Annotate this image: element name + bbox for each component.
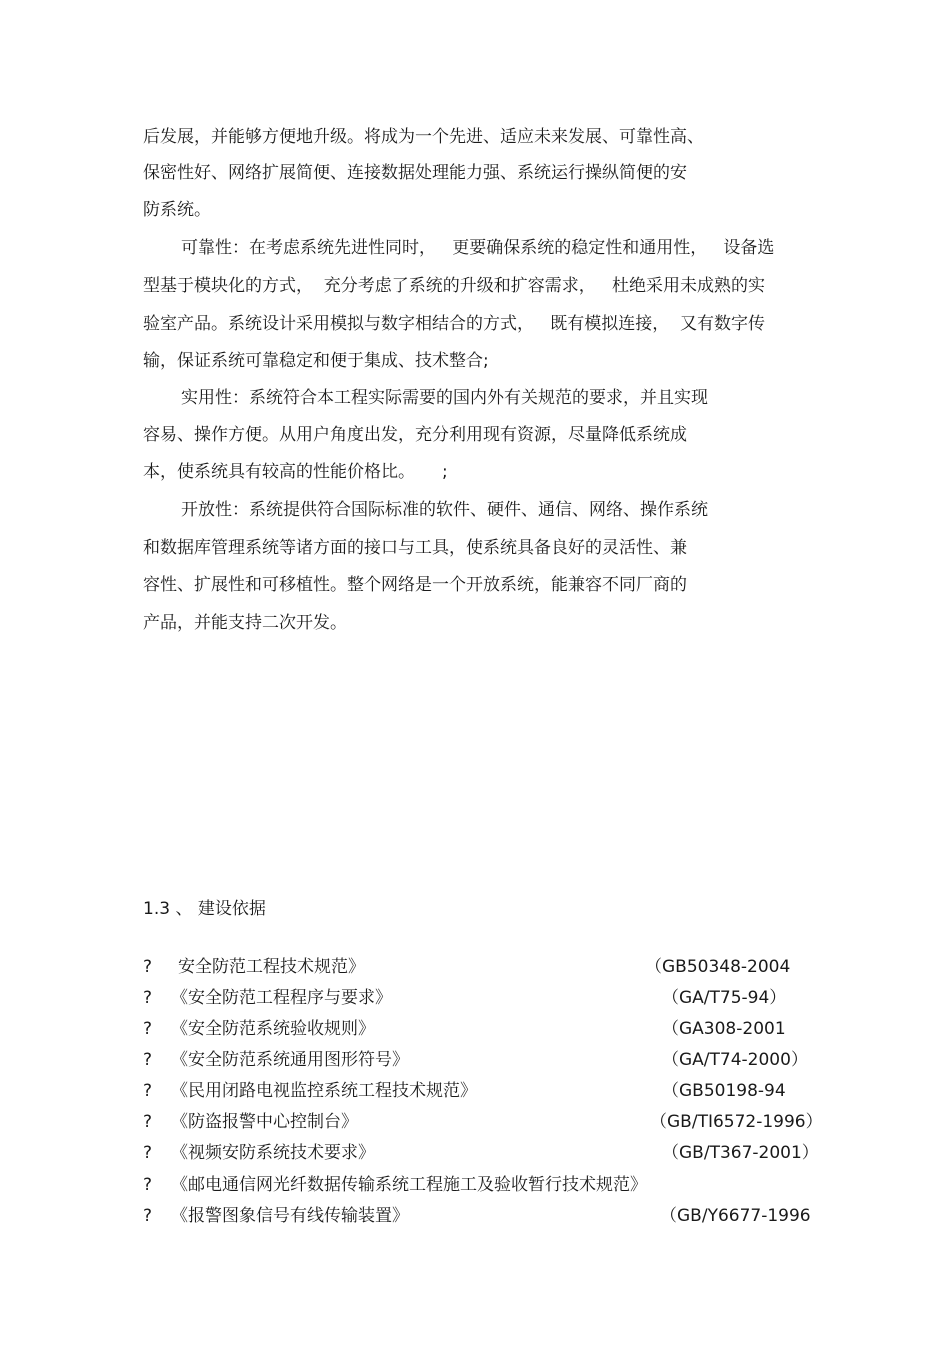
paragraph-line: 后发展，并能够方便地升级。将成为一个先进、适应未来发展、可靠性高、 bbox=[143, 127, 704, 147]
list-bullet: ? bbox=[143, 1206, 153, 1226]
paragraph-line: 验室产品。系统设计采用模拟与数字相结合的方式， 既有模拟连接， 又有数字传 bbox=[143, 314, 766, 334]
reference-code: （GB/TI6572-1996） bbox=[650, 1112, 823, 1132]
reference-code: （GB50348-2004 bbox=[645, 957, 791, 977]
reference-code: （GB/Y6677-1996 bbox=[660, 1206, 811, 1226]
reference-title: 《邮电通信网光纤数据传输系统工程施工及验收暂行技术规范》 bbox=[171, 1175, 647, 1195]
reference-code: （GA308-2001 bbox=[662, 1019, 786, 1039]
list-bullet: ? bbox=[143, 1050, 153, 1070]
list-bullet: ? bbox=[143, 1143, 153, 1163]
paragraph-line: 保密性好、网络扩展简便、连接数据处理能力强、系统运行操纵简便的安 bbox=[143, 163, 687, 183]
reference-code: （GB/T367-2001） bbox=[662, 1143, 819, 1163]
reference-code: （GA/T74-2000） bbox=[662, 1050, 808, 1070]
reference-title: 《报警图象信号有线传输装置》 bbox=[171, 1206, 409, 1226]
reference-title: 《安全防范工程程序与要求》 bbox=[171, 988, 392, 1008]
paragraph-line: 可靠性：在考虑系统先进性同时， 更要确保系统的稳定性和通用性， 设备选 bbox=[181, 238, 775, 258]
reference-title: 《民用闭路电视监控系统工程技术规范》 bbox=[171, 1081, 477, 1101]
paragraph-line: 实用性：系统符合本工程实际需要的国内外有关规范的要求，并且实现 bbox=[181, 388, 708, 408]
paragraph-line: 容易、操作方便。从用户角度出发，充分利用现有资源，尽量降低系统成 bbox=[143, 425, 687, 445]
paragraph-line: 输，保证系统可靠稳定和便于集成、技术整合; bbox=[143, 351, 489, 371]
paragraph-line: 本，使系统具有较高的性能价格比。 ; bbox=[143, 462, 448, 482]
list-bullet: ? bbox=[143, 1112, 153, 1132]
paragraph-line: 开放性：系统提供符合国际标准的软件、硬件、通信、网络、操作系统 bbox=[181, 500, 708, 520]
list-bullet: ? bbox=[143, 988, 153, 1008]
list-bullet: ? bbox=[143, 1019, 153, 1039]
paragraph-line: 容性、扩展性和可移植性。整个网络是一个开放系统，能兼容不同厂商的 bbox=[143, 575, 687, 595]
paragraph-line: 和数据库管理系统等诸方面的接口与工具，使系统具备良好的灵活性、兼 bbox=[143, 538, 687, 558]
section-heading: 1.3 、 建设依据 bbox=[143, 899, 266, 919]
list-bullet: ? bbox=[143, 1081, 153, 1101]
list-bullet: ? bbox=[143, 957, 153, 977]
reference-title: 《防盗报警中心控制台》 bbox=[171, 1112, 358, 1132]
reference-title: 《视频安防系统技术要求》 bbox=[171, 1143, 375, 1163]
paragraph-line: 产品，并能支持二次开发。 bbox=[143, 613, 347, 633]
reference-title: 《安全防范系统通用图形符号》 bbox=[171, 1050, 409, 1070]
reference-code: （GA/T75-94） bbox=[662, 988, 787, 1008]
paragraph-line: 型基于模块化的方式， 充分考虑了系统的升级和扩容需求， 杜绝采用未成熟的实 bbox=[143, 276, 766, 296]
reference-title: 安全防范工程技术规范》 bbox=[178, 957, 365, 977]
paragraph-line: 防系统。 bbox=[143, 200, 211, 220]
list-bullet: ? bbox=[143, 1175, 153, 1195]
reference-code: （GB50198-94 bbox=[662, 1081, 786, 1101]
reference-title: 《安全防范系统验收规则》 bbox=[171, 1019, 375, 1039]
